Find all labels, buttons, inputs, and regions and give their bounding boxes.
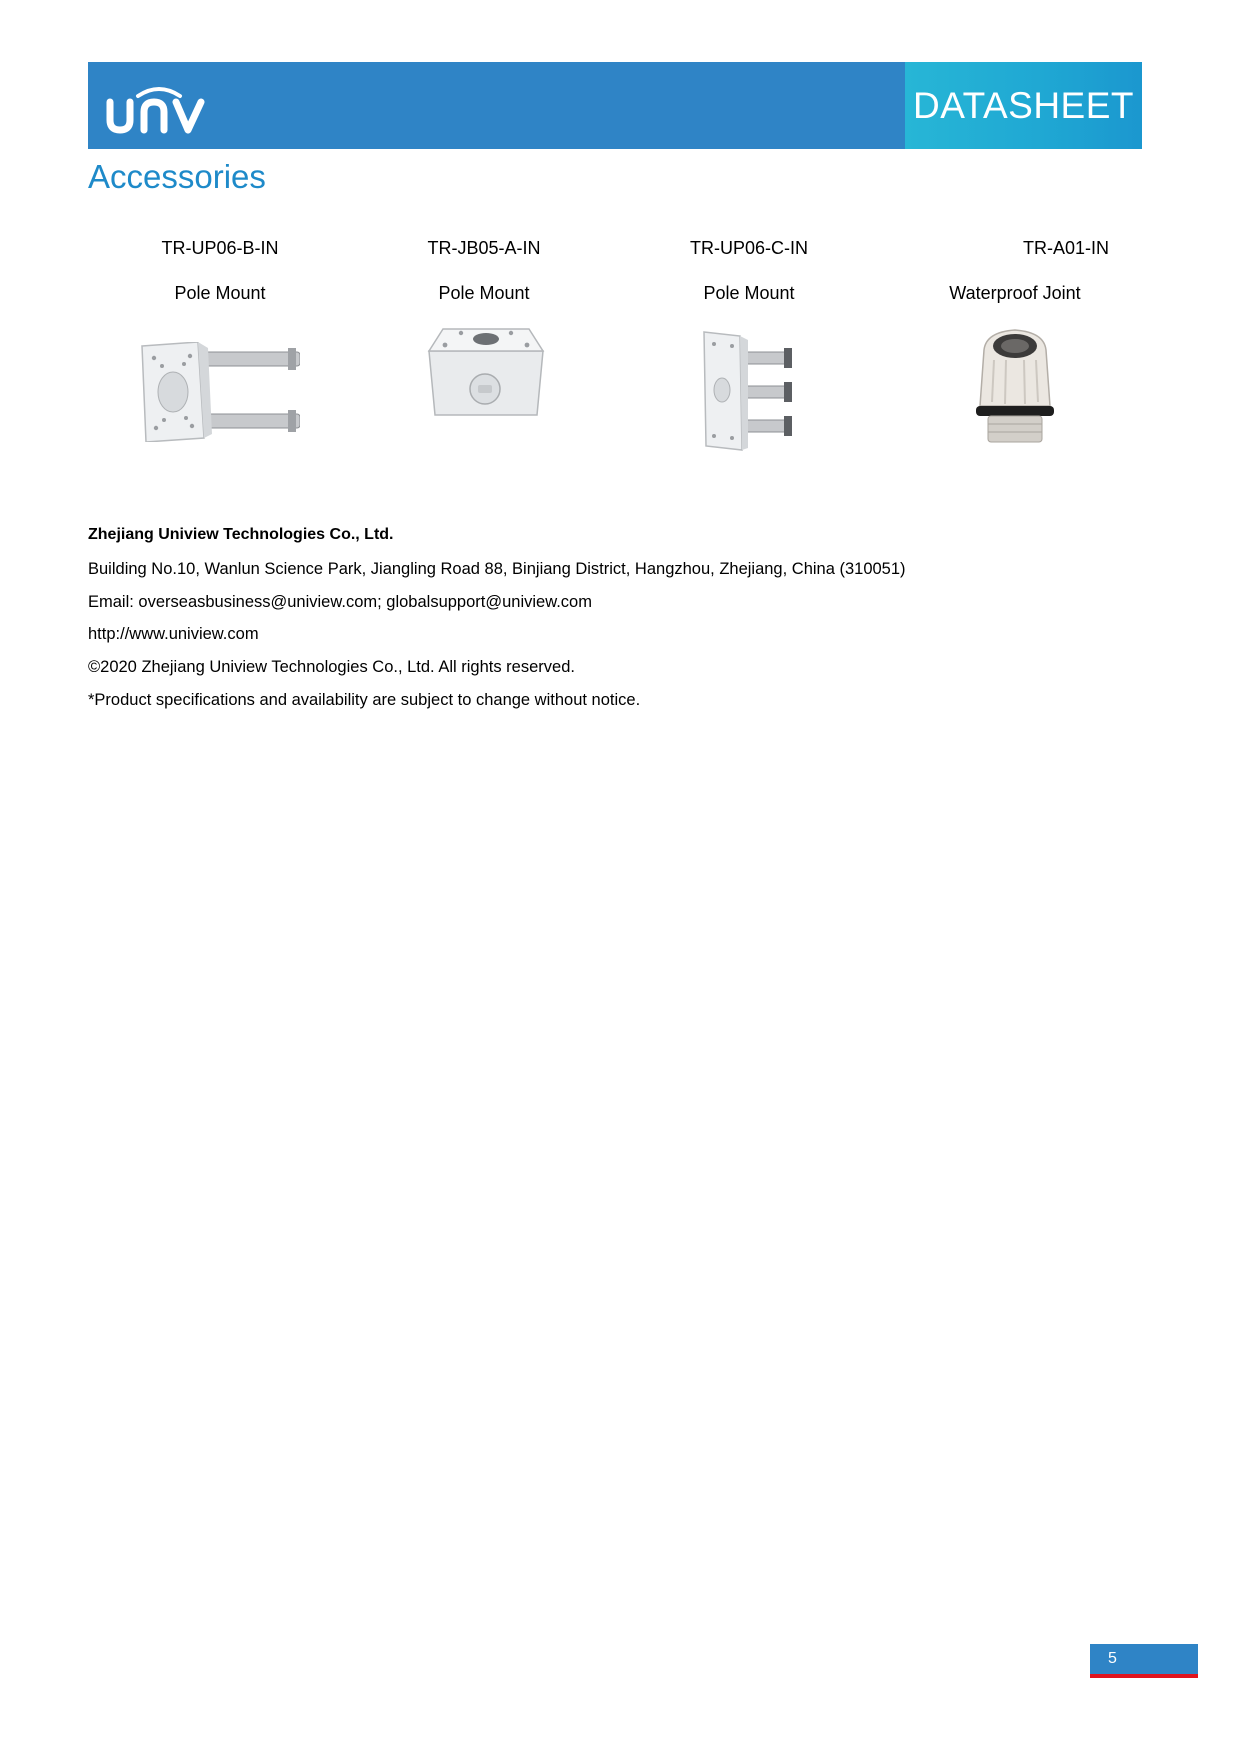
- company-address: Building No.10, Wanlun Science Park, Jiangling Road 88, Binjiang District, Hangzhou, Zhejiang, China (310051): [88, 560, 906, 578]
- accessory-type: Pole Mount: [703, 283, 795, 303]
- accessory-code: TR-A01-IN: [1022, 238, 1109, 258]
- unv-logo: [104, 76, 214, 138]
- accessory-code: TR-UP06-C-IN: [689, 238, 808, 258]
- company-email[interactable]: Email: overseasbusiness@uniview.com; globalsupport@uniview.com: [88, 593, 592, 611]
- page-number: 5: [1108, 1650, 1117, 1667]
- accessory-type: Waterproof Joint: [949, 283, 1081, 303]
- page-number-box: [1090, 1644, 1198, 1678]
- accessory-type: Pole Mount: [174, 283, 266, 303]
- section-title: Accessories: [88, 158, 266, 195]
- copyright-notice: ©2020 Zhejiang Uniview Technologies Co., Ltd. All rights reserved.: [88, 658, 575, 676]
- change-notice: *Product specifications and availability are subject to change without notice.: [88, 691, 641, 709]
- datasheet-tab: [905, 62, 1142, 149]
- company-website[interactable]: http://www.uniview.com: [88, 625, 259, 643]
- cable-gland-icon: [972, 326, 1058, 453]
- junction-box-icon: [425, 325, 545, 422]
- company-name: Zhejiang Uniview Technologies Co., Ltd.: [88, 526, 394, 543]
- pole-mount-three-band-icon: [700, 330, 800, 457]
- accessory-code: TR-UP06-B-IN: [161, 238, 279, 258]
- accessory-type: Pole Mount: [438, 283, 530, 303]
- accessory-code: TR-JB05-A-IN: [427, 238, 541, 258]
- datasheet-label: DATASHEET: [912, 84, 1135, 126]
- pole-mount-two-band-icon: [140, 342, 300, 447]
